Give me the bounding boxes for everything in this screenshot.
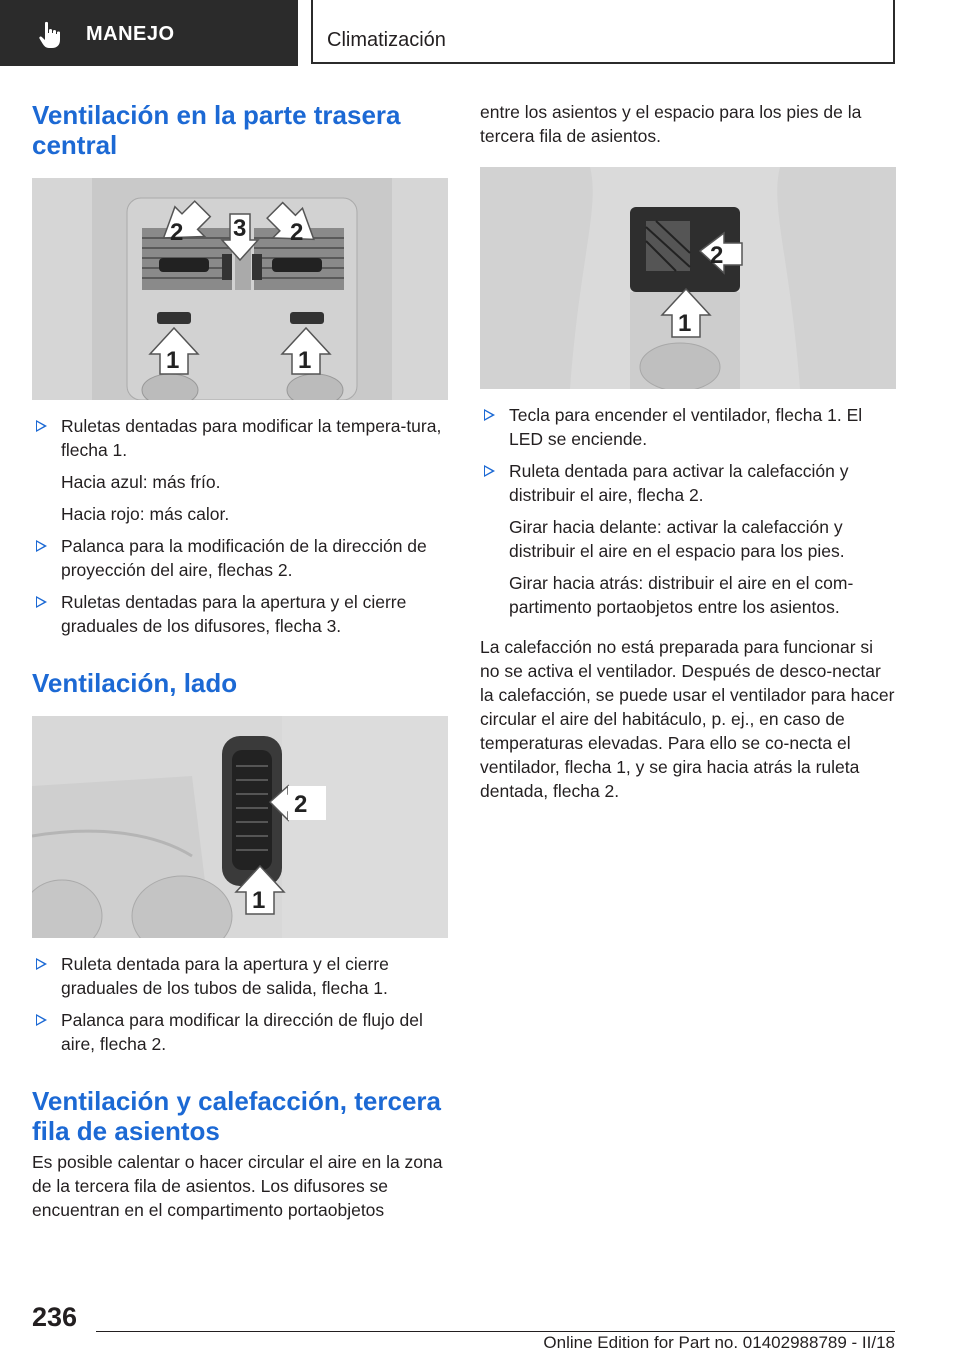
paragraph-continued: entre los asientos y el espacio para los pies de la tercera fila de asientos. bbox=[480, 102, 862, 146]
list-item-text: Palanca para modificar la dirección de flujo del aire, flecha 2. bbox=[61, 1010, 423, 1054]
list-item-subtext: Girar hacia atrás: distribuir el aire en el com-partimento portaobjetos entre los asientos. bbox=[509, 573, 854, 617]
fig1-label-2b: 2 bbox=[290, 219, 304, 246]
list-item bbox=[32, 534, 448, 582]
footer-divider bbox=[96, 1331, 895, 1332]
fig2-label-1: 1 bbox=[252, 887, 266, 914]
list-side bbox=[32, 952, 448, 1056]
figure-side-vent bbox=[32, 716, 448, 938]
section-tab bbox=[0, 0, 298, 66]
list-item bbox=[32, 952, 448, 1000]
fig2-label-2: 2 bbox=[294, 791, 308, 818]
list-item-text: Tecla para encender el ventilador, flecha 1. El LED se enciende. bbox=[509, 405, 863, 449]
fig1-label-1a: 1 bbox=[166, 347, 180, 374]
hand-pointer-icon bbox=[36, 20, 66, 50]
bullet-triangle-icon bbox=[484, 409, 495, 421]
list-item bbox=[32, 1008, 448, 1056]
list-item bbox=[32, 590, 448, 638]
section-title: MANEJO bbox=[86, 23, 175, 45]
list-item bbox=[480, 403, 896, 451]
figure-rear-center-vents bbox=[32, 178, 448, 400]
chapter-title: Climatización bbox=[327, 29, 446, 51]
bullet-triangle-icon bbox=[484, 465, 495, 477]
rear-center-vents-illustration bbox=[32, 178, 448, 400]
fig3-label-1: 1 bbox=[678, 310, 692, 337]
bullet-triangle-icon bbox=[36, 958, 47, 970]
heading-side-ventilation: Ventilación, lado bbox=[32, 668, 238, 698]
list-item-text: Ruletas dentadas para la apertura y el cierre graduales de los difusores, flecha 3. bbox=[61, 592, 407, 636]
chapter-tab bbox=[311, 0, 895, 64]
bullet-triangle-icon bbox=[36, 420, 47, 432]
right-column bbox=[480, 100, 896, 803]
third-row-illustration bbox=[480, 167, 896, 389]
bullet-triangle-icon bbox=[36, 1014, 47, 1026]
fig1-label-2a: 2 bbox=[170, 219, 184, 246]
list-item-subtext: Hacia rojo: más calor. bbox=[61, 504, 230, 524]
figure-third-row bbox=[480, 167, 896, 389]
bullet-triangle-icon bbox=[36, 596, 47, 608]
fig3-label-2: 2 bbox=[710, 242, 724, 269]
edition-text: Online Edition for Part no. 01402988789 - II/18 bbox=[543, 1333, 895, 1352]
list-item-text: Ruleta dentada para la apertura y el cierre graduales de los tubos de salida, flecha 1. bbox=[61, 954, 389, 998]
list-item-text: Palanca para la modificación de la dirección de proyección del aire, flechas 2. bbox=[61, 536, 427, 580]
list-item-subtext: Girar hacia delante: activar la calefacción y distribuir el aire en el espacio para los pies. bbox=[509, 517, 845, 561]
left-column bbox=[32, 100, 448, 1222]
list-third-row bbox=[480, 403, 896, 619]
bullet-triangle-icon bbox=[36, 540, 47, 552]
side-vent-illustration bbox=[32, 716, 448, 938]
paragraph-third-row: Es posible calentar o hacer circular el aire en la zona de la tercera fila de asientos. Los difusores se encuentran en el compartimento portaobjetos bbox=[32, 1152, 443, 1220]
page-header bbox=[0, 0, 960, 66]
list-item bbox=[480, 459, 896, 619]
list-item-subtext: Hacia azul: más frío. bbox=[61, 472, 221, 492]
fig1-label-1b: 1 bbox=[298, 347, 312, 374]
page-number: 236 bbox=[32, 1302, 78, 1332]
paragraph-heating-note: La calefacción no está preparada para funcionar si no se activa el ventilador. Después de desco-nectar la calefacción, se puede usar el ventilador para hacer circular el aire del habitáculo, p. ej., en caso de temperaturas elevadas. Para ello se co-necta el ventilador, flecha 1, y se gira hacia atrás la ruleta dentada, flecha 2. bbox=[480, 637, 895, 801]
fig1-label-3: 3 bbox=[233, 215, 247, 242]
heading-rear-center-ventilation: Ventilación en la parte trasera central bbox=[32, 100, 401, 160]
list-rear-center bbox=[32, 414, 448, 638]
list-item bbox=[32, 414, 448, 526]
list-item-text: Ruleta dentada para activar la calefacción y distribuir el aire, flecha 2. bbox=[509, 461, 849, 505]
list-item-text: Ruletas dentadas para modificar la tempera-tura, flecha 1. bbox=[61, 416, 442, 460]
heading-third-row: Ventilación y calefacción, tercera fila de asientos bbox=[32, 1086, 441, 1146]
